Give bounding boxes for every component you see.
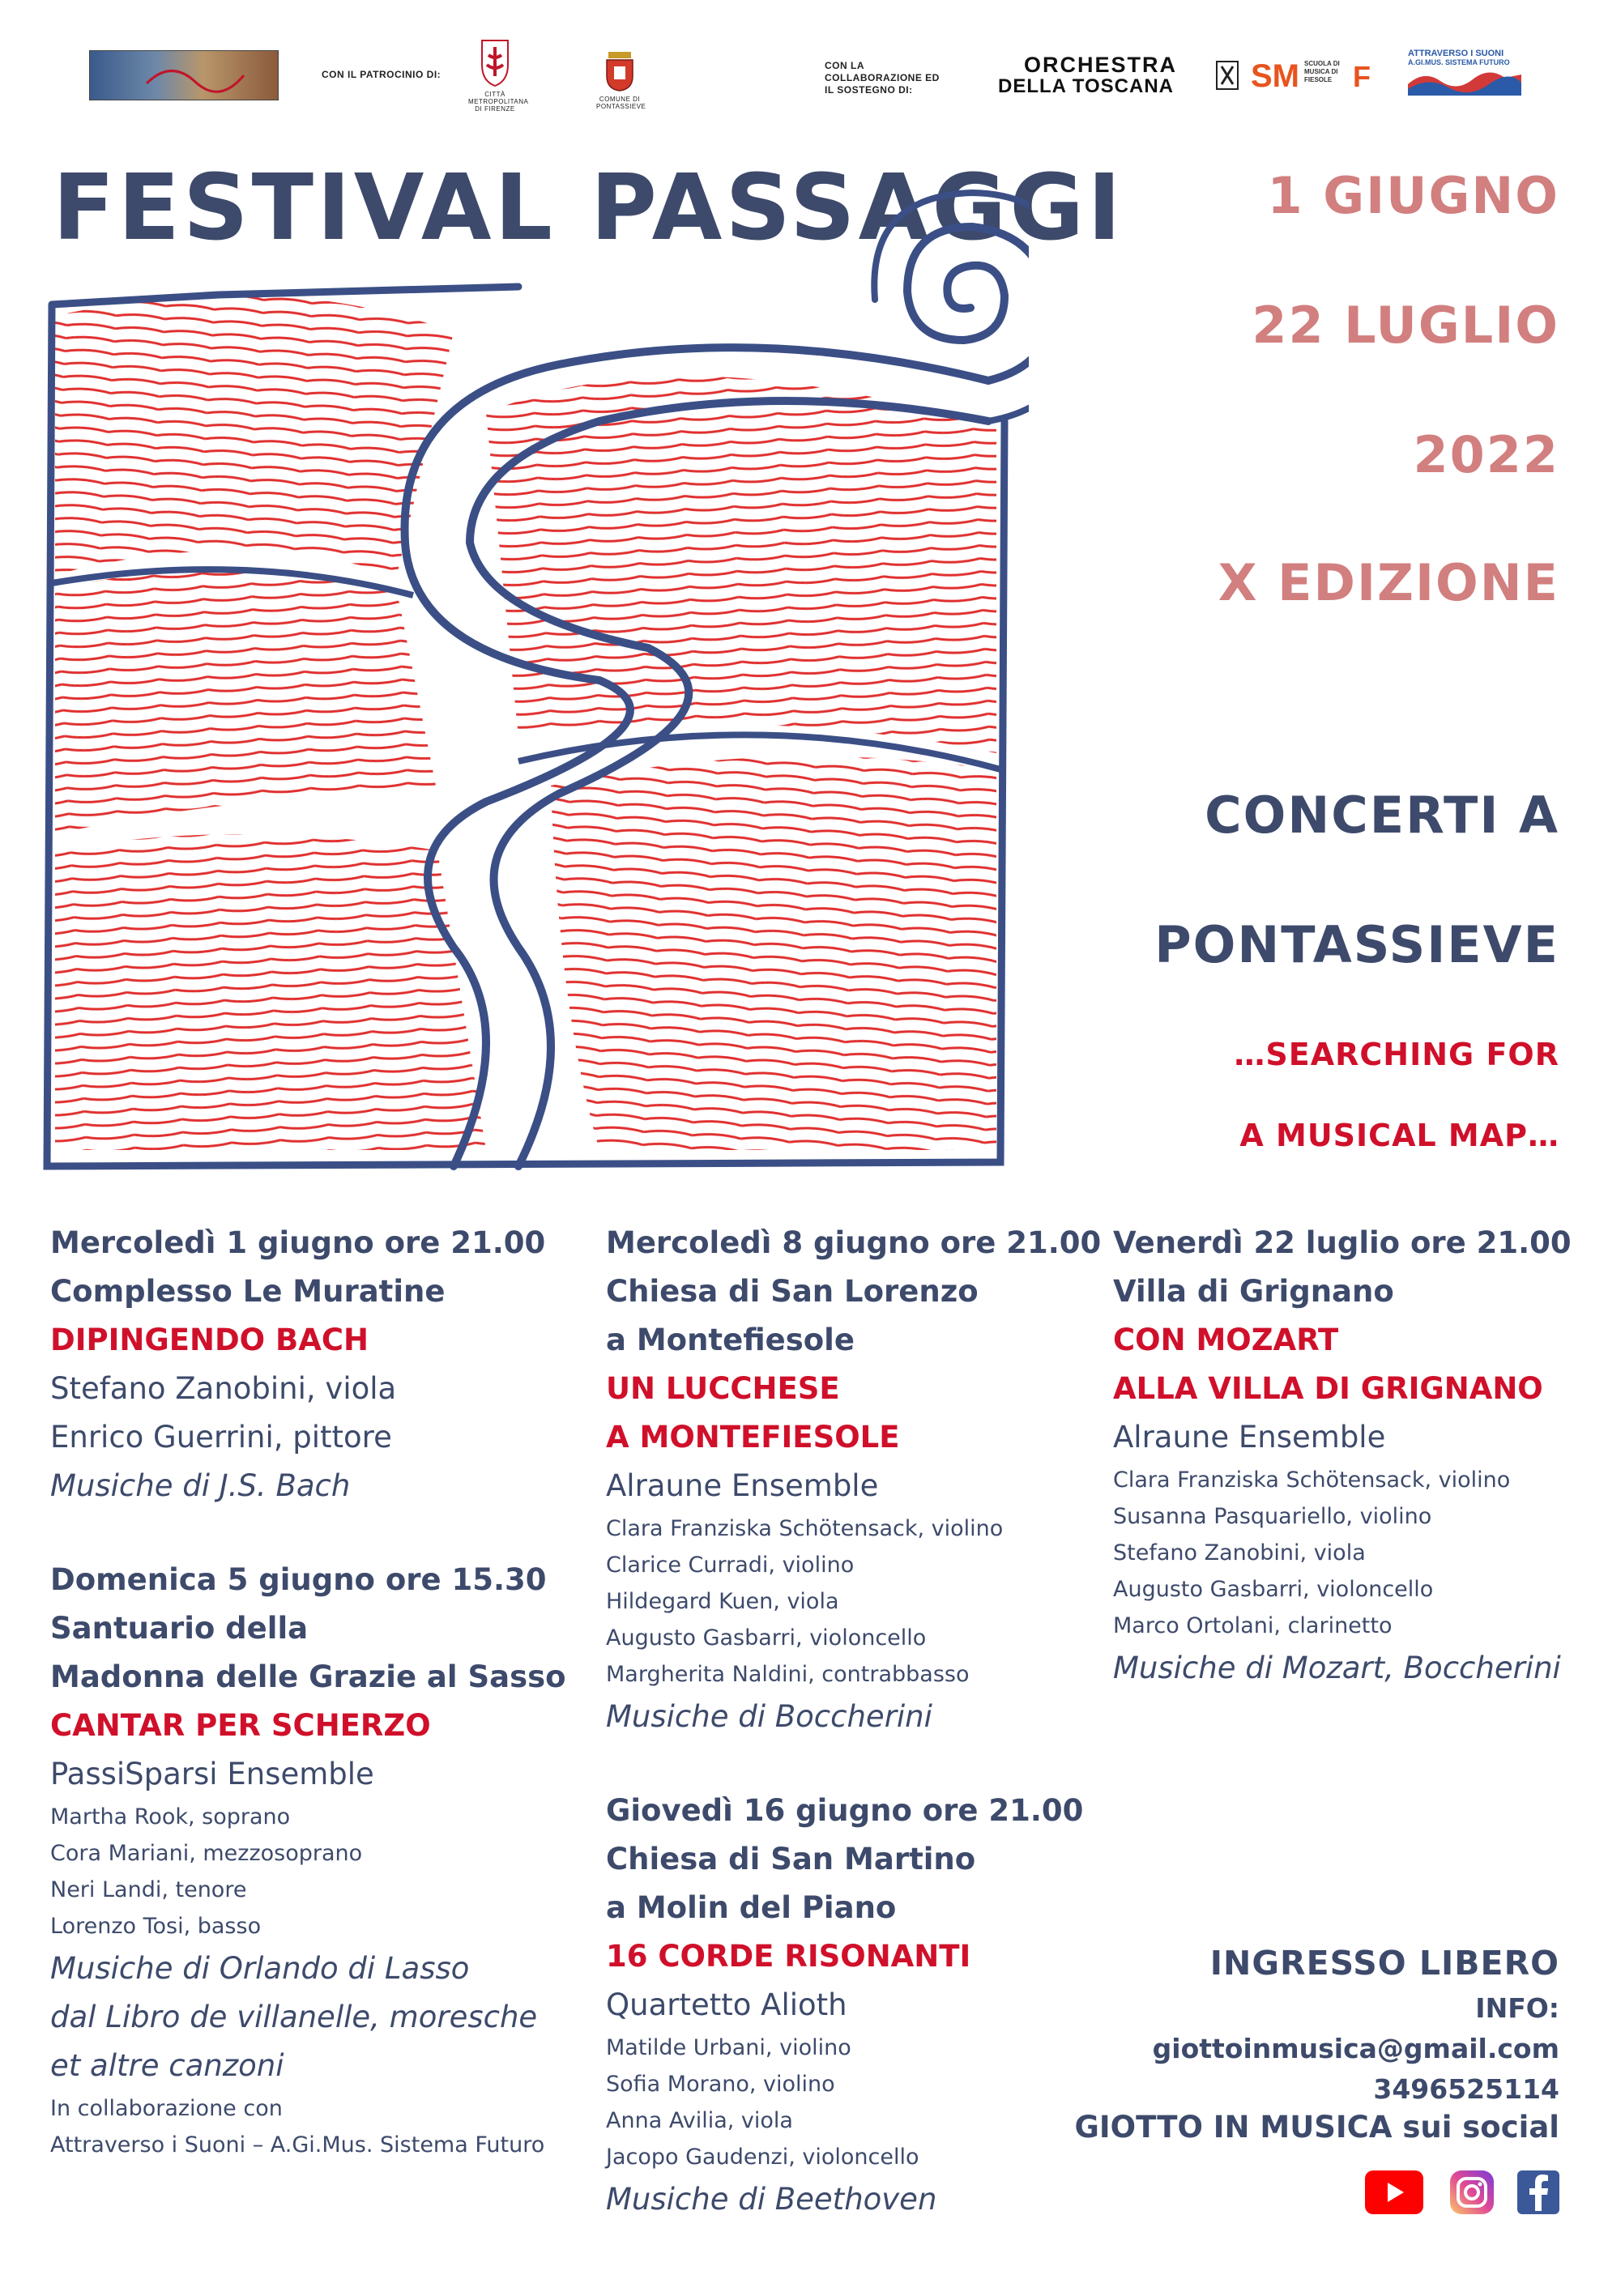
social-suffix: sui social [1392,2110,1559,2145]
concert-title: DIPINGENDO BACH [50,1323,369,1357]
facebook-f-icon [1517,2170,1559,2214]
attraverso-i-suoni-logo [1408,49,1521,100]
concert-4 [606,1787,1101,2224]
school-f-mark: F [1353,60,1371,93]
ensemble-member: Cora Mariani, mezzosoprano [50,1841,363,1866]
ensemble-member: Stefano Zanobini, viola [1113,1540,1366,1565]
ensemble-name: Alraune Ensemble [1113,1420,1386,1455]
concert-venue: Santuario della [50,1611,309,1646]
ensemble-member: Margherita Naldini, contrabbasso [606,1662,970,1687]
concert-title: UN LUCCHESE [606,1371,840,1406]
column-right [1113,1219,1572,1693]
orchestra-della-toscana-logo [998,53,1184,97]
tagline-line1: …SEARCHING FOR [1234,1037,1559,1072]
festival-title: FESTIVAL PASSAGGI [53,155,1124,261]
ensemble-name: Quartetto Alioth [606,1987,847,2022]
ensemble-member: Augusto Gasbarri, violoncello [606,1625,927,1651]
ensemble-member: Clara Franziska Schötensack, violino [1113,1467,1511,1493]
festival-year: 2022 [1413,425,1559,484]
social-line [1075,2110,1559,2145]
ensemble-member: Jacopo Gaudenzi, violoncello [606,2145,919,2170]
concert-program: Musiche di Boccherini [606,1699,932,1734]
field-bottom-left [55,834,486,1150]
ensemble-member: Clarice Curradi, violino [606,1553,855,1578]
ensemble-member: Neri Landi, tenore [50,1877,247,1902]
concert-title: 16 CORDE RISONANTI [606,1939,971,1974]
youtube-icon[interactable] [1365,2170,1423,2214]
ensemble-member: Augusto Gasbarri, violoncello [1113,1577,1434,1602]
violin-scroll-spiral [907,227,1029,381]
collaboration-label: CON LA COLLABORAZIONE ED IL SOSTEGNO DI: [825,60,940,96]
patronage-label: CON IL PATROCINIO DI: [322,69,441,80]
concert-venue: a Molin del Piano [606,1890,897,1925]
orchestra-line1: ORCHESTRA [1024,53,1178,77]
ensemble-member: Sofia Morano, violino [606,2072,835,2097]
concert-program: Musiche di J.S. Bach [50,1468,351,1503]
concert-venue: a Montefiesole [606,1323,855,1357]
concert-program: dal Libro de villanelle, moresche [50,2000,538,2034]
school-letters: SM [1251,58,1299,94]
contact-email[interactable]: giottoinmusica@gmail.com [1152,2033,1559,2064]
ensemble-name: PassiSparsi Ensemble [50,1757,374,1791]
free-entry-label: INGRESSO LIBERO [1209,1944,1559,1983]
contact-phone: 3496525114 [1373,2073,1559,2105]
ensemble-member: Matilde Urbani, violino [606,2035,851,2060]
giotto-in-musica-logo [89,50,279,100]
info-label: INFO: [1475,1992,1559,2024]
metro-city-florence-logo [468,37,529,113]
ensemble-member: Lorenzo Tosi, basso [50,1914,262,1939]
river-map-sketch [32,121,1029,1182]
concert-venue: Complesso Le Muratine [50,1274,446,1309]
ensemble-member: Clara Franziska Schötensack, violino [606,1516,1004,1541]
municipality-caption: COMUNE DI PONTASSIEVE [596,96,646,110]
orchestra-line2: DELLA TOSCANA [998,75,1174,97]
florence-lily-icon [477,37,513,87]
ensemble-name: Alraune Ensemble [606,1468,879,1503]
concert-title: CON MOZART [1113,1323,1339,1357]
collaboration-note: In collaborazione con [50,2096,283,2121]
ensemble-member: Anna Avilia, viola [606,2108,793,2133]
instagram-icon[interactable] [1450,2170,1494,2214]
column-middle [606,1219,1101,2224]
social-brand: GIOTTO IN MUSICA [1074,2110,1393,2145]
logo-script-mark [90,51,278,100]
concert-program: Musiche di Mozart, Boccherini [1113,1651,1561,1685]
concert-date: Mercoledì 8 giugno ore 21.00 [606,1225,1102,1260]
concert-venue: Madonna delle Grazie al Sasso [50,1659,566,1694]
date-start: 1 GIUGNO [1267,166,1559,225]
collaboration-note: Attraverso i Suoni – A.Gi.Mus. Sistema Futuro [50,2132,545,2158]
field-bottom-right [551,756,996,1150]
concert-venue: Chiesa di San Martino [606,1842,976,1876]
ensemble-member: Marco Ortolani, clarinetto [1113,1613,1393,1638]
concert-title: ALLA VILLA DI GRIGNANO [1113,1371,1543,1406]
performer: Enrico Guerrini, pittore [50,1420,392,1455]
concert-title: A MONTEFIESOLE [606,1420,900,1455]
concert-date: Giovedì 16 giugno ore 21.00 [606,1793,1084,1828]
concert-venue: Chiesa di San Lorenzo [606,1274,979,1309]
concert-date: Domenica 5 giugno ore 15.30 [50,1562,547,1597]
tagline-line2: A MUSICAL MAP… [1239,1118,1559,1153]
facebook-icon[interactable] [1517,2170,1559,2214]
concert-3 [606,1219,1101,1741]
concert-5 [1113,1219,1572,1693]
attraverso-line1: ATTRAVERSO I SUONI [1408,49,1504,58]
date-end: 22 LUGLIO [1252,296,1559,355]
field-middle-left [55,567,437,834]
play-triangle-icon [1365,2170,1423,2214]
performer: Stefano Zanobini, viola [50,1371,397,1406]
school-caption: SCUOLA DI MUSICA DI FIESOLE [1304,60,1340,83]
edition-label: X EDIZIONE [1218,553,1559,612]
concert-venue: Villa di Grignano [1113,1274,1394,1309]
attraverso-line2: A.GI.MUS. SISTEMA FUTURO [1408,58,1510,66]
metro-city-caption: CITTÀ METROPOLITANA DI FIRENZE [468,91,529,113]
concert-2 [50,1556,566,2163]
concert-date: Venerdì 22 luglio ore 21.00 [1113,1225,1572,1260]
concert-1 [50,1219,566,1510]
concert-program: et altre canzoni [50,2048,284,2083]
ensemble-member: Susanna Pasquariello, violino [1113,1504,1432,1529]
ensemble-member: Hildegard Kuen, viola [606,1589,839,1614]
municipal-crest-icon [604,50,636,92]
violin-scroll-icon [1213,58,1241,92]
concert-date: Mercoledì 1 giugno ore 21.00 [50,1225,546,1260]
pontassieve-municipality-logo [596,50,646,110]
ensemble-member: Martha Rook, soprano [50,1804,291,1830]
concerts-line1: CONCERTI A [1205,786,1559,845]
concerts-line2: PONTASSIEVE [1154,915,1559,974]
wave-mark-icon [1408,66,1521,96]
concert-program: Musiche di Beethoven [606,2182,937,2217]
field-top-left [55,295,454,575]
scuola-musica-fiesole-logo [1213,55,1376,97]
column-left [50,1219,566,2163]
camera-glyph-icon [1450,2170,1494,2214]
concert-program: Musiche di Orlando di Lasso [50,1951,470,1986]
concert-title: CANTAR PER SCHERZO [50,1708,431,1743]
